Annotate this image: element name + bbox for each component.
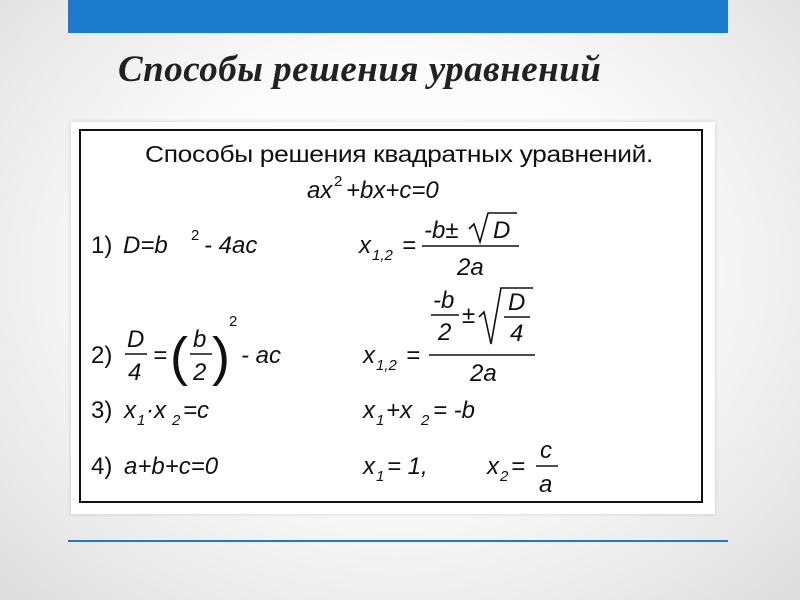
method-4-frac-num: c	[540, 437, 552, 464]
method-2-roots-x: x	[363, 342, 375, 369]
method-1-discriminant-tail: - 4ac	[204, 232, 258, 259]
method-4-number: 4)	[91, 453, 113, 480]
method-1-sqrt-d: D	[493, 217, 511, 244]
method-2-eq: =	[153, 342, 168, 369]
formula-image	[71, 122, 715, 514]
method-4-root-x1-value: = 1,	[387, 453, 428, 480]
method-2-number: 2)	[91, 342, 113, 369]
method-3-x2-sub: 2	[172, 412, 181, 429]
method-4-root-x2-sub: 2	[500, 468, 509, 485]
method-2-frac-den: 4	[128, 359, 142, 386]
method-4-formula: a+b+c=0	[124, 453, 219, 480]
method-2-roots-eq: =	[406, 342, 421, 369]
method-1-roots-x: x	[359, 232, 371, 259]
method-2	[91, 287, 535, 387]
method-2-roots-sub: 1,2	[376, 357, 397, 374]
method-4-root-x2: x	[487, 453, 499, 480]
method-3-x2: ·x	[146, 397, 166, 424]
method-3-root-x2: +x	[386, 397, 413, 424]
method-1-number: 1)	[91, 232, 113, 259]
general-equation-ax: ax	[307, 177, 333, 204]
bottom-accent-line	[68, 540, 728, 542]
method-3	[91, 397, 475, 429]
method-3-x1-sub: 1	[137, 412, 146, 429]
method-2-pm: ±	[462, 302, 476, 329]
method-1-numerator: -b±	[424, 217, 459, 244]
method-3-sum-rhs: = -b	[433, 397, 476, 424]
method-1	[91, 213, 519, 281]
method-2-paren-den: 2	[193, 359, 207, 386]
method-4-root-x1-sub: 1	[376, 468, 385, 485]
slide-title: Способы решения уравнений	[118, 49, 602, 90]
method-2-exponent: 2	[229, 313, 238, 330]
method-3-x1: x	[124, 397, 136, 424]
method-1-roots-sub: 1,2	[372, 247, 393, 264]
method-4	[91, 437, 558, 498]
method-2-denominator: 2a	[470, 360, 497, 387]
method-1-denominator: 2a	[457, 254, 484, 281]
method-3-root-x2-sub: 2	[421, 412, 430, 429]
method-2-right-paren-icon: )	[212, 327, 230, 387]
method-1-exponent: 2	[191, 227, 200, 244]
general-equation-exponent: 2	[334, 173, 343, 190]
method-2-inner-den: 2	[438, 319, 452, 346]
method-2-tail: - ac	[241, 342, 282, 369]
general-equation-rest: +bx+c=0	[346, 177, 439, 204]
method-2-sqrt-num: D	[508, 289, 526, 316]
method-3-root-x1: x	[363, 397, 375, 424]
method-4-root-x2-eq: =	[511, 453, 526, 480]
method-2-inner-num: -b	[433, 287, 455, 314]
method-4-root-x1: x	[363, 453, 375, 480]
method-3-product-rhs: =c	[183, 397, 210, 424]
method-3-root-x1-sub: 1	[376, 412, 385, 429]
method-1-roots-eq: =	[402, 232, 417, 259]
method-2-left-paren-icon: (	[170, 327, 188, 387]
method-2-frac-num: D	[127, 326, 145, 353]
general-equation	[307, 173, 439, 204]
method-2-paren-num: b	[193, 326, 207, 353]
method-2-sqrt-den: 4	[510, 320, 524, 347]
top-accent-bar	[68, 0, 728, 33]
formula-heading: Способы решения квадратных уравнений.	[145, 141, 653, 167]
formula-canvas	[71, 122, 715, 514]
method-1-discriminant: D=b	[123, 232, 168, 259]
method-3-number: 3)	[91, 397, 113, 424]
method-4-frac-den: a	[539, 471, 553, 498]
